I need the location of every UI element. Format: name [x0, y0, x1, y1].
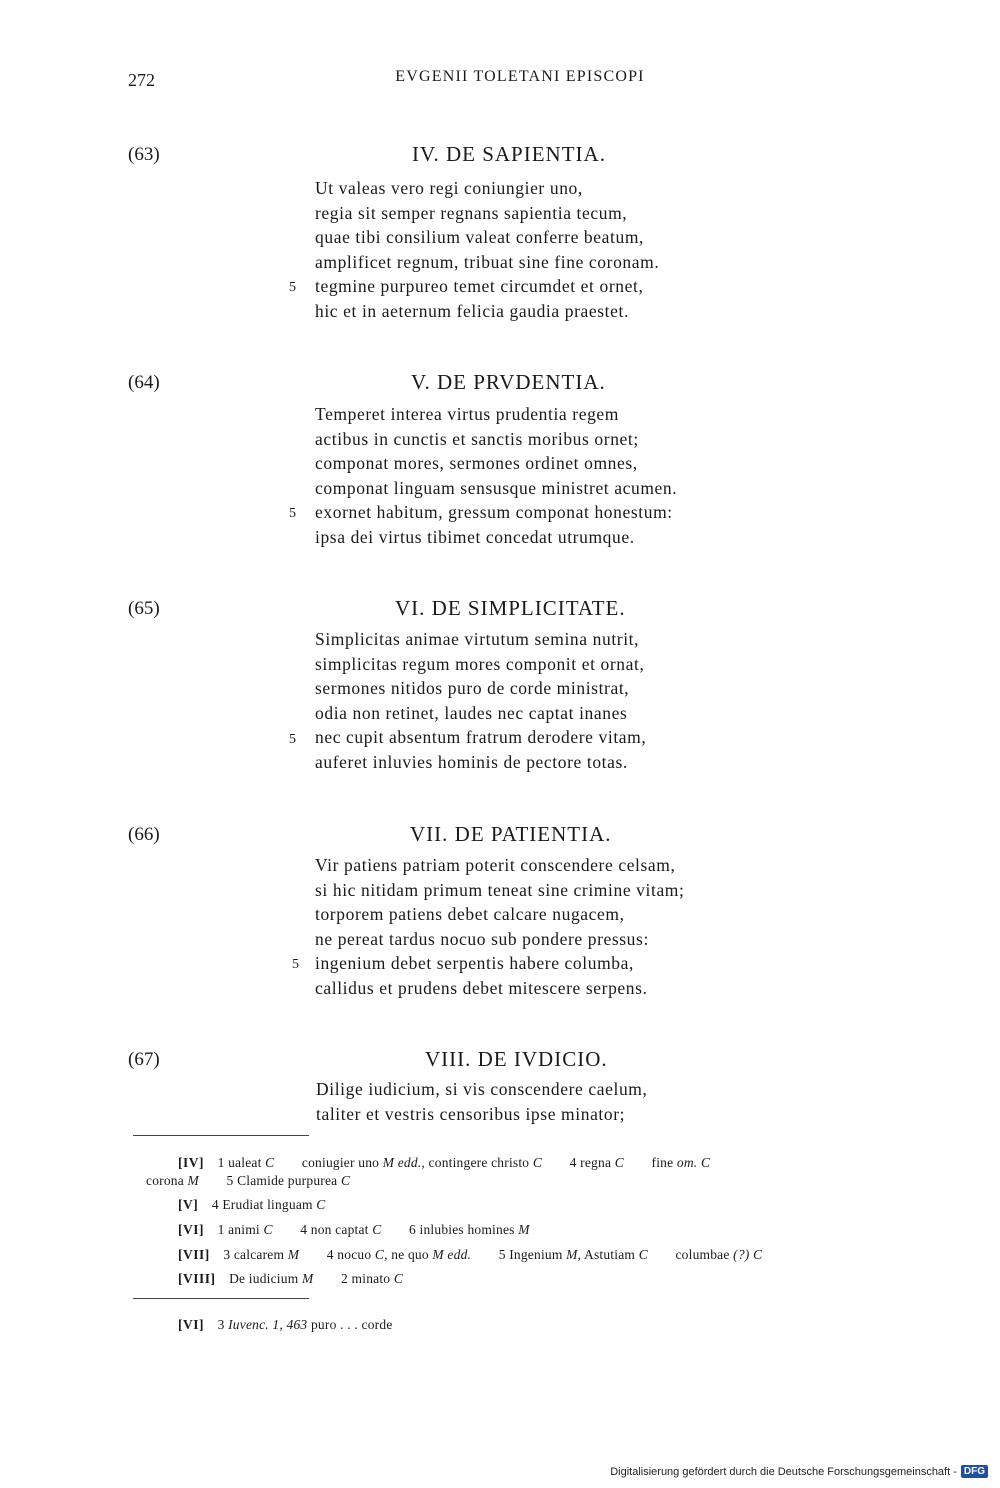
apparatus-lemma: corona [146, 1173, 184, 1188]
apparatus-lemma: 6 inlubies homines [409, 1222, 515, 1237]
apparatus-siglum: C [614, 1155, 624, 1170]
apparatus-sigil: [VII] [178, 1247, 210, 1262]
apparatus-siglum: C [532, 1155, 543, 1170]
verse-line: ingenium debet serpentis habere columba, [315, 953, 634, 974]
apparatus-siglum: C [263, 1222, 273, 1237]
poem-number: (67) [128, 1049, 160, 1070]
verse-block [315, 176, 659, 324]
apparatus-siglum: M edd. [382, 1155, 422, 1170]
verse-block [315, 402, 677, 550]
apparatus-entry-vii [178, 1247, 762, 1263]
apparatus-siglum: C [638, 1247, 648, 1262]
verse-line: auferet inluvies hominis de pectore totas. [315, 751, 628, 772]
apparatus-lemma: 1 ualeat [217, 1155, 262, 1170]
apparatus-siglum: om. C [676, 1155, 711, 1170]
verse-line: componat mores, sermones ordinet omnes, [315, 453, 638, 474]
verse-line: Temperet interea virtus prudentia regem [315, 404, 619, 424]
dfg-logo: DFG [961, 1465, 988, 1478]
apparatus-sigil: [VI] [178, 1222, 204, 1237]
apparatus-rule [133, 1135, 309, 1136]
verse-line: Ut valeas vero regi coniungier uno, [315, 178, 583, 198]
apparatus-lemma: coniugier uno [301, 1155, 380, 1170]
apparatus-lemma: 4 nocuo [326, 1247, 372, 1262]
apparatus-entry-iv-cont [146, 1173, 350, 1189]
verse-line: tegmine purpureo temet circumdet et ornet, [315, 276, 644, 297]
verse-line: componat linguam sensusque ministret acumen. [315, 477, 678, 498]
apparatus-siglum: M [566, 1247, 578, 1262]
poem-number: (64) [128, 372, 160, 393]
line-number: 5 [292, 957, 299, 972]
poem-title: VI. DE SIMPLICITATE. [395, 596, 626, 620]
sources-rule [133, 1298, 309, 1299]
verse-line: torporem patiens debet calcare nugacem, [315, 904, 625, 925]
verse-line: Vir patiens patriam poterit conscendere celsam, [315, 855, 676, 875]
poem-title: V. DE PRVDENTIA. [411, 370, 606, 394]
verse-line: regia sit semper regnans sapientia tecum, [315, 202, 628, 223]
source-reference: Iuvenc. 1, 463 [228, 1317, 308, 1332]
apparatus-siglum: C [393, 1271, 404, 1286]
apparatus-siglum: M [518, 1222, 530, 1237]
dfg-credit-text: Digitalisierung gefördert durch die Deutsche Forschungsgemeinschaft - [610, 1465, 957, 1478]
poem-title: VIII. DE IVDICIO. [425, 1047, 608, 1071]
verse-line: Simplicitas animae virtutum semina nutrit, [315, 629, 640, 649]
apparatus-siglum: C [340, 1173, 351, 1188]
verse-line: actibus in cunctis et sanctis moribus ornet; [315, 428, 639, 449]
poem-title: IV. DE SAPIENTIA. [412, 142, 606, 166]
apparatus-siglum: (?) [733, 1247, 750, 1262]
poem-title: VII. DE PATIENTIA. [410, 822, 612, 846]
apparatus-siglum: C [265, 1155, 275, 1170]
apparatus-lemma: 5 Clamide purpurea [226, 1173, 338, 1188]
dfg-credit[interactable] [610, 1465, 988, 1478]
line-number: 5 [289, 280, 296, 295]
apparatus-siglum: C [374, 1247, 385, 1262]
apparatus-entry-iv [178, 1152, 918, 1174]
verse-line: odia non retinet, laudes nec captat inanes [315, 702, 628, 723]
verse-line: callidus et prudens debet mitescere serpens. [315, 977, 648, 998]
poem-number: (63) [128, 144, 160, 165]
apparatus-lemma: 1 animi [217, 1222, 260, 1237]
apparatus-sigil: [IV] [178, 1155, 204, 1170]
apparatus-entry-v [178, 1197, 326, 1213]
poem-number: (65) [128, 598, 160, 619]
apparatus-siglum: M [287, 1247, 300, 1262]
apparatus-entry-viii [178, 1271, 403, 1287]
apparatus-lemma: 4 non captat [300, 1222, 369, 1237]
apparatus-sigil: [VI] [178, 1317, 204, 1332]
verse-line: exornet habitum, gressum componat honestum: [315, 502, 673, 523]
apparatus-siglum: M edd. [432, 1247, 472, 1262]
running-title: EVGENII TOLETANI EPISCOPI [395, 68, 645, 85]
apparatus-siglum: C [372, 1222, 382, 1237]
apparatus-lemma: 4 Erudiat linguam [211, 1197, 313, 1212]
verse-line: nec cupit absentum fratrum derodere vitam, [315, 727, 647, 748]
apparatus-lemma: columbae [675, 1247, 730, 1262]
apparatus-siglum: C [316, 1197, 326, 1212]
line-number: 5 [289, 506, 296, 521]
apparatus-lemma: 4 regna [569, 1155, 612, 1170]
apparatus-lemma: 3 calcarem [223, 1247, 285, 1262]
apparatus-siglum: M [301, 1271, 314, 1286]
apparatus-lemma: 5 Ingenium [498, 1247, 563, 1262]
line-number: 5 [289, 732, 296, 747]
apparatus-sigil: [V] [178, 1197, 199, 1212]
verse-line: ne pereat tardus nocuo sub pondere pressus: [315, 928, 649, 949]
apparatus-siglum: C [753, 1247, 763, 1262]
verse-line: si hic nitidam primum teneat sine crimine vitam; [315, 879, 685, 900]
verse-block [316, 1077, 647, 1126]
apparatus-sigil: [VIII] [178, 1271, 216, 1286]
apparatus-lemma: fine [651, 1155, 674, 1170]
verse-block [315, 627, 646, 775]
apparatus-entry-vi [178, 1222, 530, 1238]
verse-line: quae tibi consilium valeat conferre beatum, [315, 227, 645, 248]
apparatus-siglum: M [187, 1173, 199, 1188]
apparatus-lemma: De iudicium [229, 1271, 299, 1286]
page-number: 272 [128, 70, 155, 90]
verse-line: amplificet regnum, tribuat sine fine coronam. [315, 251, 660, 272]
source-lemma: puro . . . corde [310, 1317, 393, 1332]
verse-line: sermones nitidos puro de corde ministrat, [315, 678, 630, 699]
verse-line: ipsa dei virtus tibimet concedat utrumque. [315, 526, 635, 547]
verse-line: hic et in aeternum felicia gaudia praestet. [315, 300, 629, 321]
verse-line: Dilige iudicium, si vis conscendere caelum, [316, 1079, 648, 1099]
apparatus-lemma: , contingere christo [421, 1155, 530, 1170]
sources-entry-vi [178, 1317, 393, 1333]
source-lemma: 3 [217, 1317, 225, 1332]
apparatus-lemma: , ne quo [384, 1247, 429, 1262]
verse-line: taliter et vestris censoribus ipse minator; [316, 1103, 626, 1124]
apparatus-lemma: 2 minato [341, 1271, 391, 1286]
poem-number: (66) [128, 824, 160, 845]
apparatus-lemma: , Astutiam [577, 1247, 636, 1262]
verse-block [315, 853, 685, 1001]
verse-line: simplicitas regum mores componit et ornat, [315, 653, 645, 674]
